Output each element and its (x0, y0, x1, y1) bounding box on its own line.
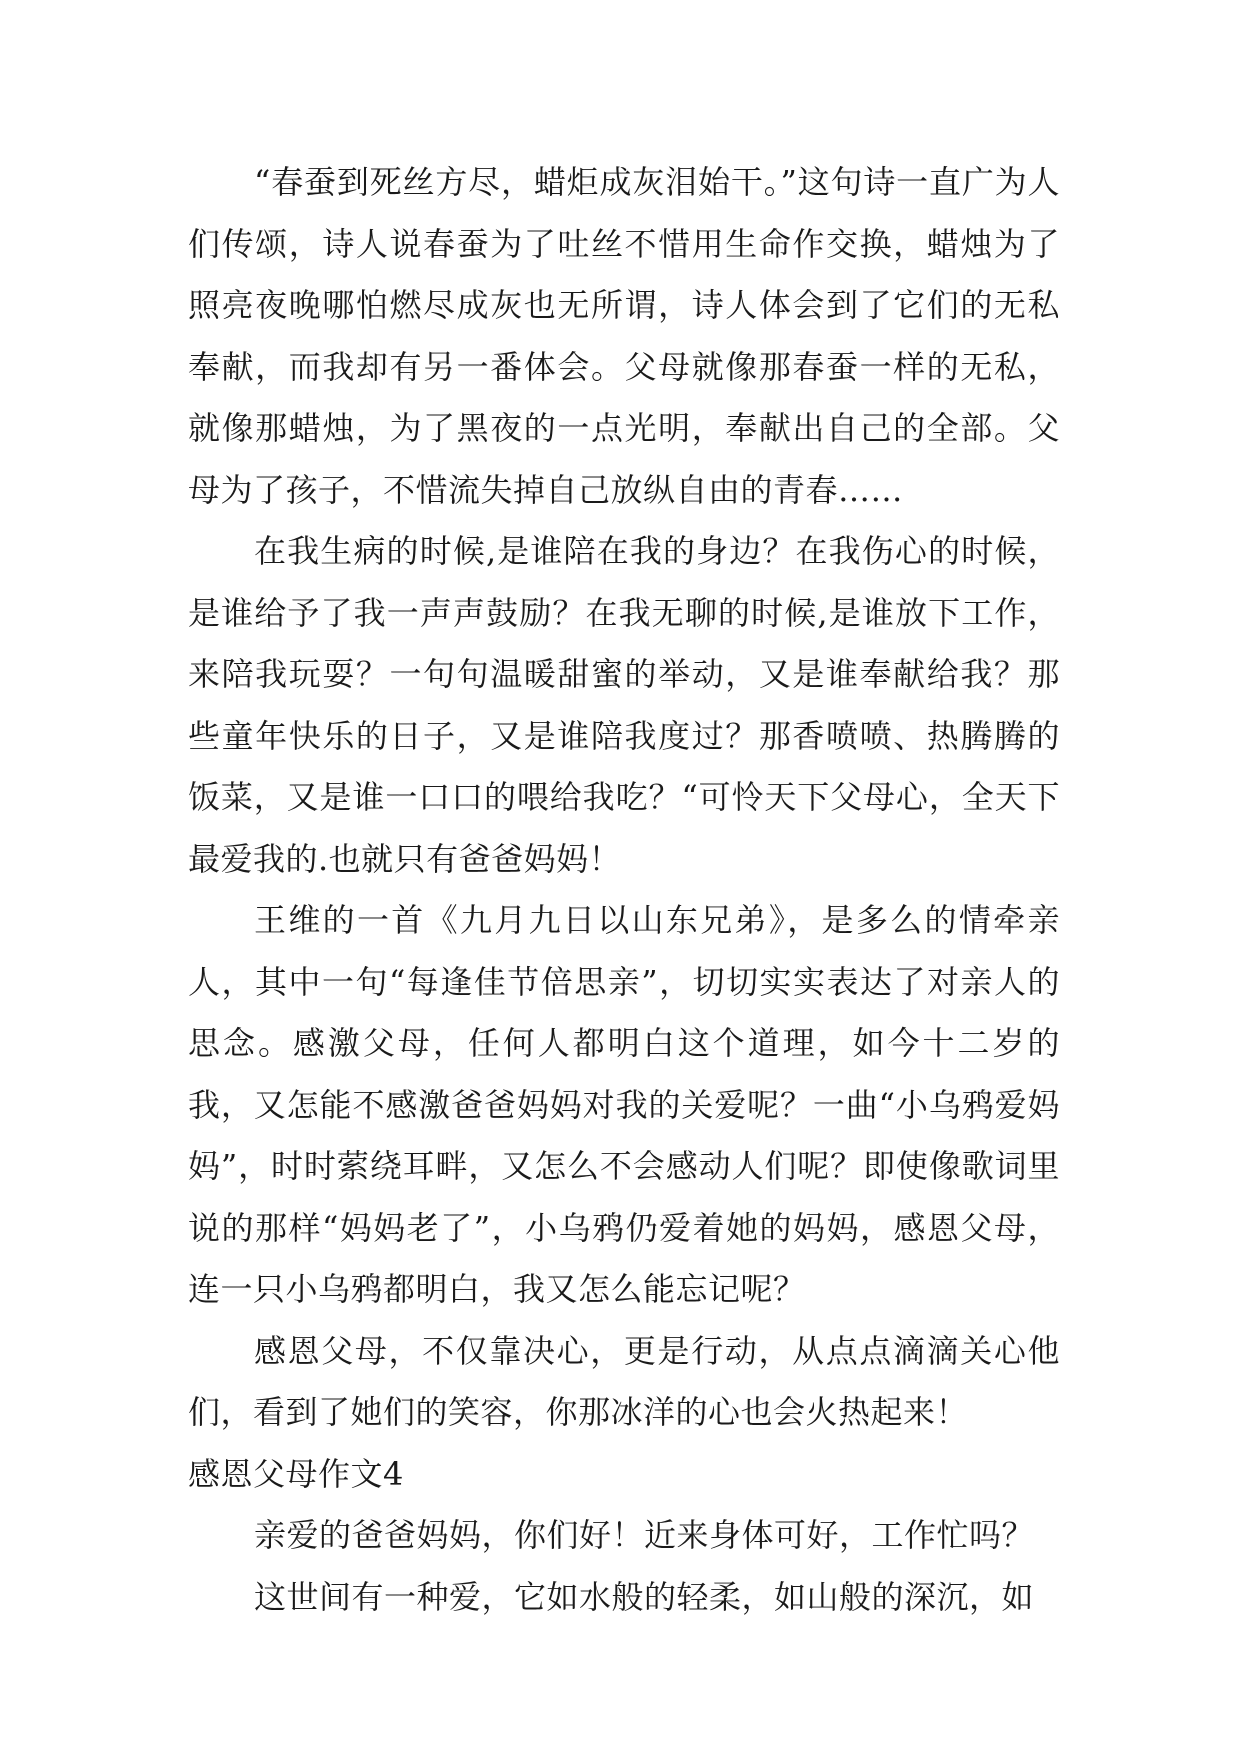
document-body (188, 152, 1060, 1628)
paragraph-who-cared: 在我生病的时候,是谁陪在我的身边？在我伤心的时候，是谁给予了我一声声鼓励？在我无聊的时候,是谁放下工作，来陪我玩耍？一句句温暖甜蜜的举动，又是谁奉献给我？那些童年快乐的日子，又是谁陪我度过？那香喷喷、热腾腾的饭菜，又是谁一口口的喂给我吃？“可怜天下父母心，全天下最爱我的.也就只有爸爸妈妈！ (188, 532, 1060, 878)
section-heading: 感恩父母作文4 (188, 1454, 404, 1493)
paragraph-greeting: 亲爱的爸爸妈妈，你们好！近来身体可好，工作忙吗？ (254, 1516, 1035, 1554)
paragraph-silkworm-candle: “春蚕到死丝方尽，蜡炬成灰泪始干。”这句诗一直广为人们传颂，诗人说春蚕为了吐丝不惜用生命作交换，蜡烛为了照亮夜晚哪怕燃尽成灰也无所谓，诗人体会到了它们的无私奉献，而我却有另一番体会。父母就像那春蚕一样的无私，就像那蜡烛，为了黑夜的一点光明，奉献出自己的全部。父母为了孩子，不惜流失掉自己放纵自由的青春…… (188, 163, 1060, 509)
paragraph-wang-wei-poem: 王维的一首《九月九日以山东兄弟》，是多么的情牵亲人，其中一句“每逢佳节倍思亲”，切切实实表达了对亲人的思念。感激父母，任何人都明白这个道理，如今十二岁的我，又怎能不感激爸爸妈妈对我的关爱呢？一曲“小乌鸦爱妈妈”，时时萦绕耳畔，又怎么不会感动人们呢？即使像歌词里说的那样“妈妈老了”，小乌鸦仍爱着她的妈妈，感恩父母，连一只小乌鸦都明白，我又怎么能忘记呢？ (188, 901, 1060, 1308)
paragraph-gratitude-action: 感恩父母，不仅靠决心，更是行动，从点点滴滴关心他们，看到了她们的笑容，你那冰洋的心也会火热起来！ (188, 1331, 1060, 1431)
paragraph-love-intro: 这世间有一种爱，它如水般的轻柔，如山般的深沉，如 (254, 1577, 1035, 1616)
